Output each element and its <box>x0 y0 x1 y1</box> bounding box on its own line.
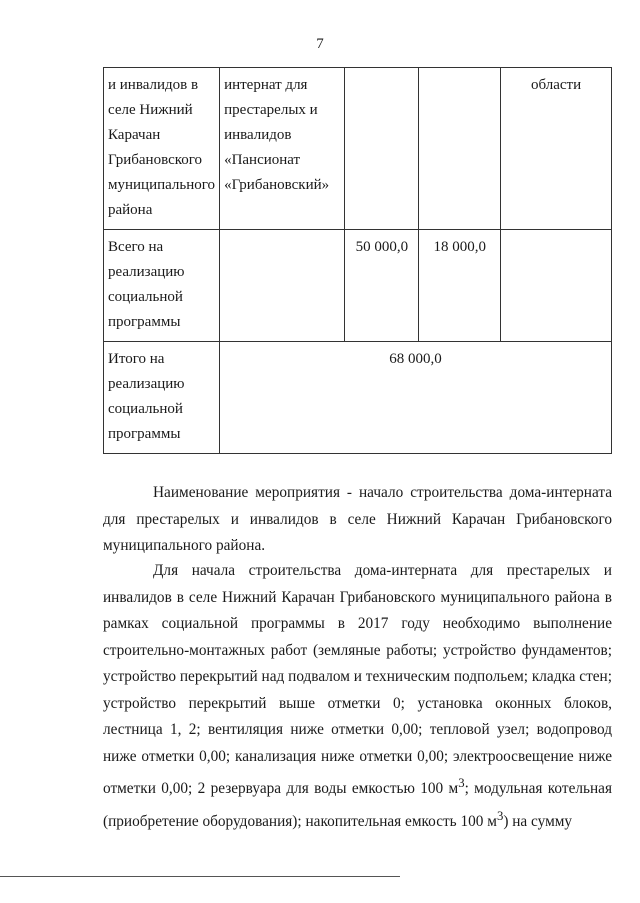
superscript: 3 <box>458 776 465 790</box>
table-cell <box>220 68 345 230</box>
cell-text: интернат для престарелых и инвалидов «Пансионат «Грибановский» <box>224 77 330 193</box>
table-total-cell <box>220 342 612 454</box>
paragraph-text: Для начала строительства дома-интерната для престарелых и инвалидов в селе Нижний Карачан Грибановского муниципального района в рамках социальной программы в 2017 году необходимо выполнение строительно-монтажных работ (земляные работы; устройство фундаментов; устройство перекрытий над подвалом и техническим подпольем; кладка стен; устройство перекрытий выше отметки 0; установка оконных блоков, лестница 1, 2; вентиляция ниже отметки 0,00; тепловой узел; водопровод ниже отметки 0,00; канализация ниже отметки 0,00; электроосвещение ниже отметки 0,00; 2 резервуара для воды емкостью 100 м <box>103 562 612 798</box>
cell-text: 18 000,0 <box>433 239 487 255</box>
table-cell <box>419 230 501 342</box>
cell-text: и инвалидов в селе Нижний Карачан Грибановского муниципального района <box>108 77 216 218</box>
funding-table <box>103 67 612 454</box>
table-cell <box>104 68 220 230</box>
table-cell <box>104 342 220 454</box>
table-cell <box>220 230 345 342</box>
cell-text: области <box>530 77 582 93</box>
table-row <box>104 342 612 454</box>
cell-text: Итого на реализацию социальной программы <box>108 351 185 442</box>
table-cell <box>419 68 501 230</box>
paragraph-text: ; модульная котельная (приобретение оборудования); накопительная емкость 100 м <box>103 780 612 830</box>
table-cell <box>345 230 419 342</box>
paragraph-text: ) на сумму <box>503 812 573 830</box>
paragraph: Наименование мероприятия - начало строительства дома-интерната для престарелых и инвалидов в селе Нижний Карачан Грибановского муниципального района. <box>103 484 612 554</box>
table-cell <box>501 68 612 230</box>
table-cell <box>345 68 419 230</box>
table-cell <box>104 230 220 342</box>
footer-divider <box>0 876 400 877</box>
table-row <box>104 230 612 342</box>
table-row <box>104 68 612 230</box>
cell-text: 50 000,0 <box>355 239 409 255</box>
table-cell <box>501 230 612 342</box>
total-value: 68 000,0 <box>389 351 442 367</box>
cell-text: Всего на реализацию социальной программы <box>108 239 185 330</box>
paragraph <box>103 558 612 835</box>
superscript: 3 <box>496 808 504 823</box>
page-number: 7 <box>316 36 324 52</box>
